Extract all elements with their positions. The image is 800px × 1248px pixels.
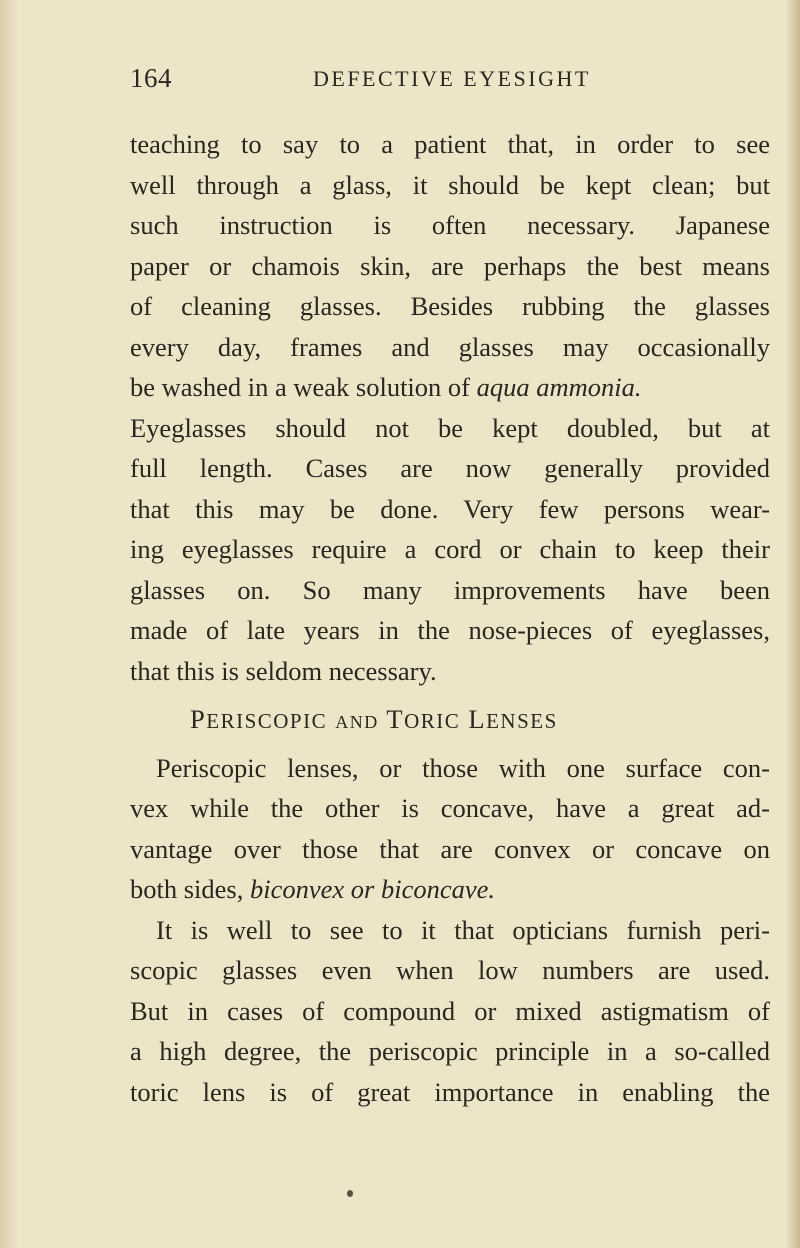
text-line: full length. Cases are now generally provided: [130, 453, 770, 483]
paragraph-1: [130, 124, 770, 691]
text-line: vex while the other is concave, have a great ad-: [130, 793, 770, 823]
page-number: 164: [130, 63, 172, 93]
text-line: well through a glass, it should be kept clean; but: [130, 169, 770, 200]
heading-smallcaps: ERISCOPIC: [206, 709, 328, 733]
heading-smallcaps: ENSES: [486, 709, 558, 733]
italic-term: biconvex or biconcave.: [250, 874, 496, 904]
heading-cap: T: [386, 704, 405, 734]
text-line: made of late years in the nose-pieces of eyeglasses,: [130, 615, 770, 645]
text-line: It is well to see to it that opticians furnish peri-: [156, 914, 770, 945]
heading-smallcaps: ORIC: [404, 709, 461, 733]
text-run: be washed in a weak solution of: [130, 372, 477, 402]
text-line: a high degree, the periscopic principle in a so-called: [130, 1036, 770, 1066]
text-line: teaching to say to a patient that, in order to see: [130, 129, 770, 159]
heading-smallcaps: AND: [335, 712, 379, 732]
text-line: paper or chamois skin, are perhaps the best means: [130, 250, 770, 281]
text-line: that this may be done. Very few persons wear-: [130, 493, 770, 524]
page-header: [130, 60, 770, 100]
text-line: that this is seldom necessary.: [130, 655, 437, 686]
text-run: both sides,: [130, 874, 250, 904]
body-text: [130, 124, 770, 1112]
text-line: [130, 367, 770, 408]
text-line: ing eyeglasses require a cord or chain to keep their: [130, 534, 770, 564]
text-line: [130, 869, 770, 910]
section-heading: [130, 699, 770, 740]
heading-cap: P: [190, 704, 207, 734]
text-line: vantage over those that are convex or concave on: [130, 833, 770, 864]
text-line: Periscopic lenses, or those with one surface con-: [156, 752, 770, 783]
running-head: DEFECTIVE EYESIGHT: [313, 66, 591, 91]
heading-cap: L: [468, 704, 487, 734]
paragraph-3: [130, 910, 770, 1113]
text-line: glasses on. So many improvements have been: [130, 574, 770, 605]
italic-term: aqua ammonia.: [476, 372, 642, 402]
text-line: scopic glasses even when low numbers are used.: [130, 955, 770, 985]
text-line: such instruction is often necessary. Japanese: [130, 210, 770, 240]
paragraph-2: [130, 748, 770, 910]
text-line: toric lens is of great importance in enabling the: [130, 1076, 770, 1107]
ink-spot: [347, 1190, 353, 1197]
text-line: of cleaning glasses. Besides rubbing the glasses: [130, 291, 770, 321]
text-line: every day, frames and glasses may occasionally: [130, 331, 770, 362]
text-line: Eyeglasses should not be kept doubled, but at: [130, 412, 770, 443]
text-line: But in cases of compound or mixed astigmatism of: [130, 995, 770, 1026]
